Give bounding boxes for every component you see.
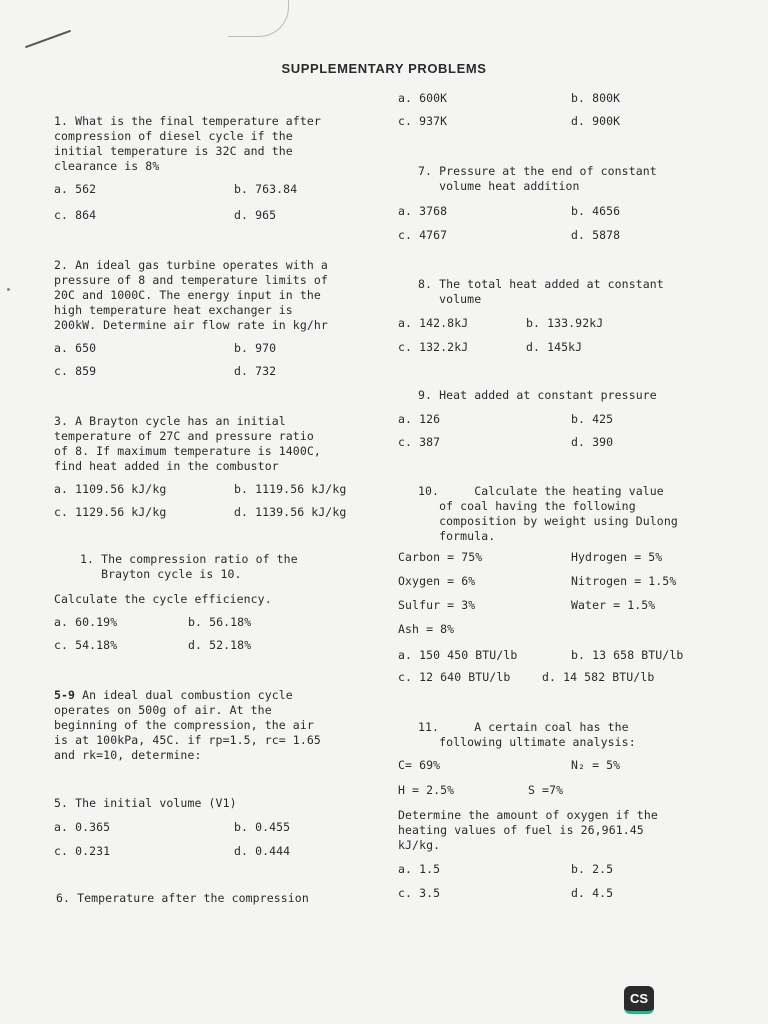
q4-option-a: a. 60.19% — [54, 615, 118, 629]
q11-det-1: Determine the amount of oxygen if the — [398, 808, 658, 822]
q4-option-b: b. 56.18% — [188, 615, 252, 629]
q2-line-3: 20C and 1000C. The energy input in the — [54, 288, 321, 302]
q6-option-b: b. 800K — [571, 91, 621, 105]
q8-option-a: a. 142.8kJ — [398, 316, 469, 330]
q2-option-a: a. 650 — [54, 341, 97, 355]
q9-option-b: b. 425 — [571, 412, 614, 426]
q11-line-1: 11. A certain coal has the — [418, 720, 629, 734]
q5-option-d: d. 0.444 — [234, 844, 291, 858]
q10-option-a: a. 150 450 BTU/lb — [398, 648, 518, 662]
q5-9-text-1: An ideal dual combustion cycle — [75, 688, 293, 702]
q1-line-1: 1. What is the final temperature after — [54, 114, 321, 128]
q6-text: 6. Temperature after the compression — [56, 891, 309, 905]
q3-line-4: find heat added in the combustor — [54, 459, 279, 473]
q1-option-d: d. 965 — [234, 208, 277, 222]
q5-option-b: b. 0.455 — [234, 820, 291, 834]
q3-line-1: 3. A Brayton cycle has an initial — [54, 414, 286, 428]
nitrogen-value: Nitrogen = 1.5% — [571, 574, 677, 588]
q1-option-a: a. 562 — [54, 182, 97, 196]
q10-option-b: b. 13 658 BTU/lb — [571, 648, 684, 662]
q10-option-c: c. 12 640 BTU/lb — [398, 670, 511, 684]
q11-option-a: a. 1.5 — [398, 862, 441, 876]
q11-det-2: heating values of fuel is 26,961.45 — [398, 823, 644, 837]
q9-text: 9. Heat added at constant pressure — [418, 388, 657, 402]
q3-option-a: a. 1109.56 kJ/kg — [54, 482, 167, 496]
q7-option-c: c. 4767 — [398, 228, 448, 242]
page-title: SUPPLEMENTARY PROBLEMS — [281, 61, 487, 76]
q3-option-b: b. 1119.56 kJ/kg — [234, 482, 347, 496]
ash-value: Ash = 8% — [398, 622, 455, 636]
water-value: Water = 1.5% — [571, 598, 656, 612]
q4-line-2: Brayton cycle is 10. — [80, 567, 242, 581]
pen-mark — [25, 30, 71, 48]
q6-option-d: d. 900K — [571, 114, 621, 128]
q4-option-c: c. 54.18% — [54, 638, 118, 652]
q9-option-d: d. 390 — [571, 435, 614, 449]
q2-line-1: 2. An ideal gas turbine operates with a — [54, 258, 328, 272]
q5-9-line-4: is at 100kPa, 45C. if rp=1.5, rc= 1.65 — [54, 733, 321, 747]
q10-option-d: d. 14 582 BTU/lb — [542, 670, 655, 684]
q7-option-d: d. 5878 — [571, 228, 621, 242]
q2-line-4: high temperature heat exchanger is — [54, 303, 293, 317]
q2-option-c: c. 859 — [54, 364, 97, 378]
hydrogen-value: Hydrogen = 5% — [571, 550, 663, 564]
nitrogen-analysis: N₂ = 5% — [571, 758, 621, 772]
q9-option-c: c. 387 — [398, 435, 441, 449]
q11-det-3: kJ/kg. — [398, 838, 441, 852]
q6-option-c: c. 937K — [398, 114, 448, 128]
q5-9-line-3: beginning of the compression, the air — [54, 718, 314, 732]
sulfur-value: Sulfur = 3% — [398, 598, 476, 612]
q4-line-1: 1. The compression ratio of the — [80, 552, 298, 566]
q2-option-b: b. 970 — [234, 341, 277, 355]
q8-option-d: d. 145kJ — [526, 340, 583, 354]
q3-line-2: temperature of 27C and pressure ratio — [54, 429, 314, 443]
q5-text: 5. The initial volume (V1) — [54, 796, 237, 810]
pen-curve — [228, 0, 289, 37]
oxygen-value: Oxygen = 6% — [398, 574, 476, 588]
q8-option-b: b. 133.92kJ — [526, 316, 604, 330]
q7-line-2: volume heat addition — [418, 179, 580, 193]
q7-option-a: a. 3768 — [398, 204, 448, 218]
q4-subtext: Calculate the cycle efficiency. — [54, 592, 272, 606]
q3-option-c: c. 1129.56 kJ/kg — [54, 505, 167, 519]
q1-option-c: c. 864 — [54, 208, 97, 222]
q3-line-3: of 8. If maximum temperature is 1400C, — [54, 444, 321, 458]
carbon-value: Carbon = 75% — [398, 550, 483, 564]
q7-line-1: 7. Pressure at the end of constant — [418, 164, 657, 178]
q11-line-2: following ultimate analysis: — [418, 735, 636, 749]
q2-line-2: pressure of 8 and temperature limits of — [54, 273, 328, 287]
q9-option-a: a. 126 — [398, 412, 441, 426]
q1-line-4: clearance is 8% — [54, 159, 160, 173]
q5-9-line-5: and rk=10, determine: — [54, 748, 202, 762]
q11-option-c: c. 3.5 — [398, 886, 441, 900]
q1-line-3: initial temperature is 32C and the — [54, 144, 293, 158]
q10-line-4: formula. — [418, 529, 496, 543]
q11-option-d: d. 4.5 — [571, 886, 614, 900]
q1-option-b: b. 763.84 — [234, 182, 298, 196]
q2-option-d: d. 732 — [234, 364, 277, 378]
q10-line-1: 10. Calculate the heating value — [418, 484, 664, 498]
stray-dot — [7, 288, 10, 291]
hydrogen-analysis: H = 2.5% — [398, 783, 455, 797]
q6-option-a: a. 600K — [398, 91, 448, 105]
q3-option-d: d. 1139.56 kJ/kg — [234, 505, 347, 519]
camscanner-badge-icon[interactable]: CS — [624, 986, 654, 1014]
q8-line-1: 8. The total heat added at constant — [418, 277, 664, 291]
q5-option-a: a. 0.365 — [54, 820, 111, 834]
q10-line-2: of coal having the following — [418, 499, 636, 513]
q4-option-d: d. 52.18% — [188, 638, 252, 652]
sulfur-analysis: S =7% — [528, 783, 564, 797]
q5-9-label: 5-9 — [54, 688, 76, 702]
q5-9-line-2: operates on 500g of air. At the — [54, 703, 272, 717]
q5-9-line-1 — [54, 688, 293, 703]
q10-line-3: composition by weight using Dulong — [418, 514, 678, 528]
q1-line-2: compression of diesel cycle if the — [54, 129, 293, 143]
carbon-analysis: C= 69% — [398, 758, 441, 772]
q8-option-c: c. 132.2kJ — [398, 340, 469, 354]
q2-line-5: 200kW. Determine air flow rate in kg/hr — [54, 318, 328, 332]
q11-option-b: b. 2.5 — [571, 862, 614, 876]
q5-option-c: c. 0.231 — [54, 844, 111, 858]
q8-line-2: volume — [418, 292, 482, 306]
q7-option-b: b. 4656 — [571, 204, 621, 218]
